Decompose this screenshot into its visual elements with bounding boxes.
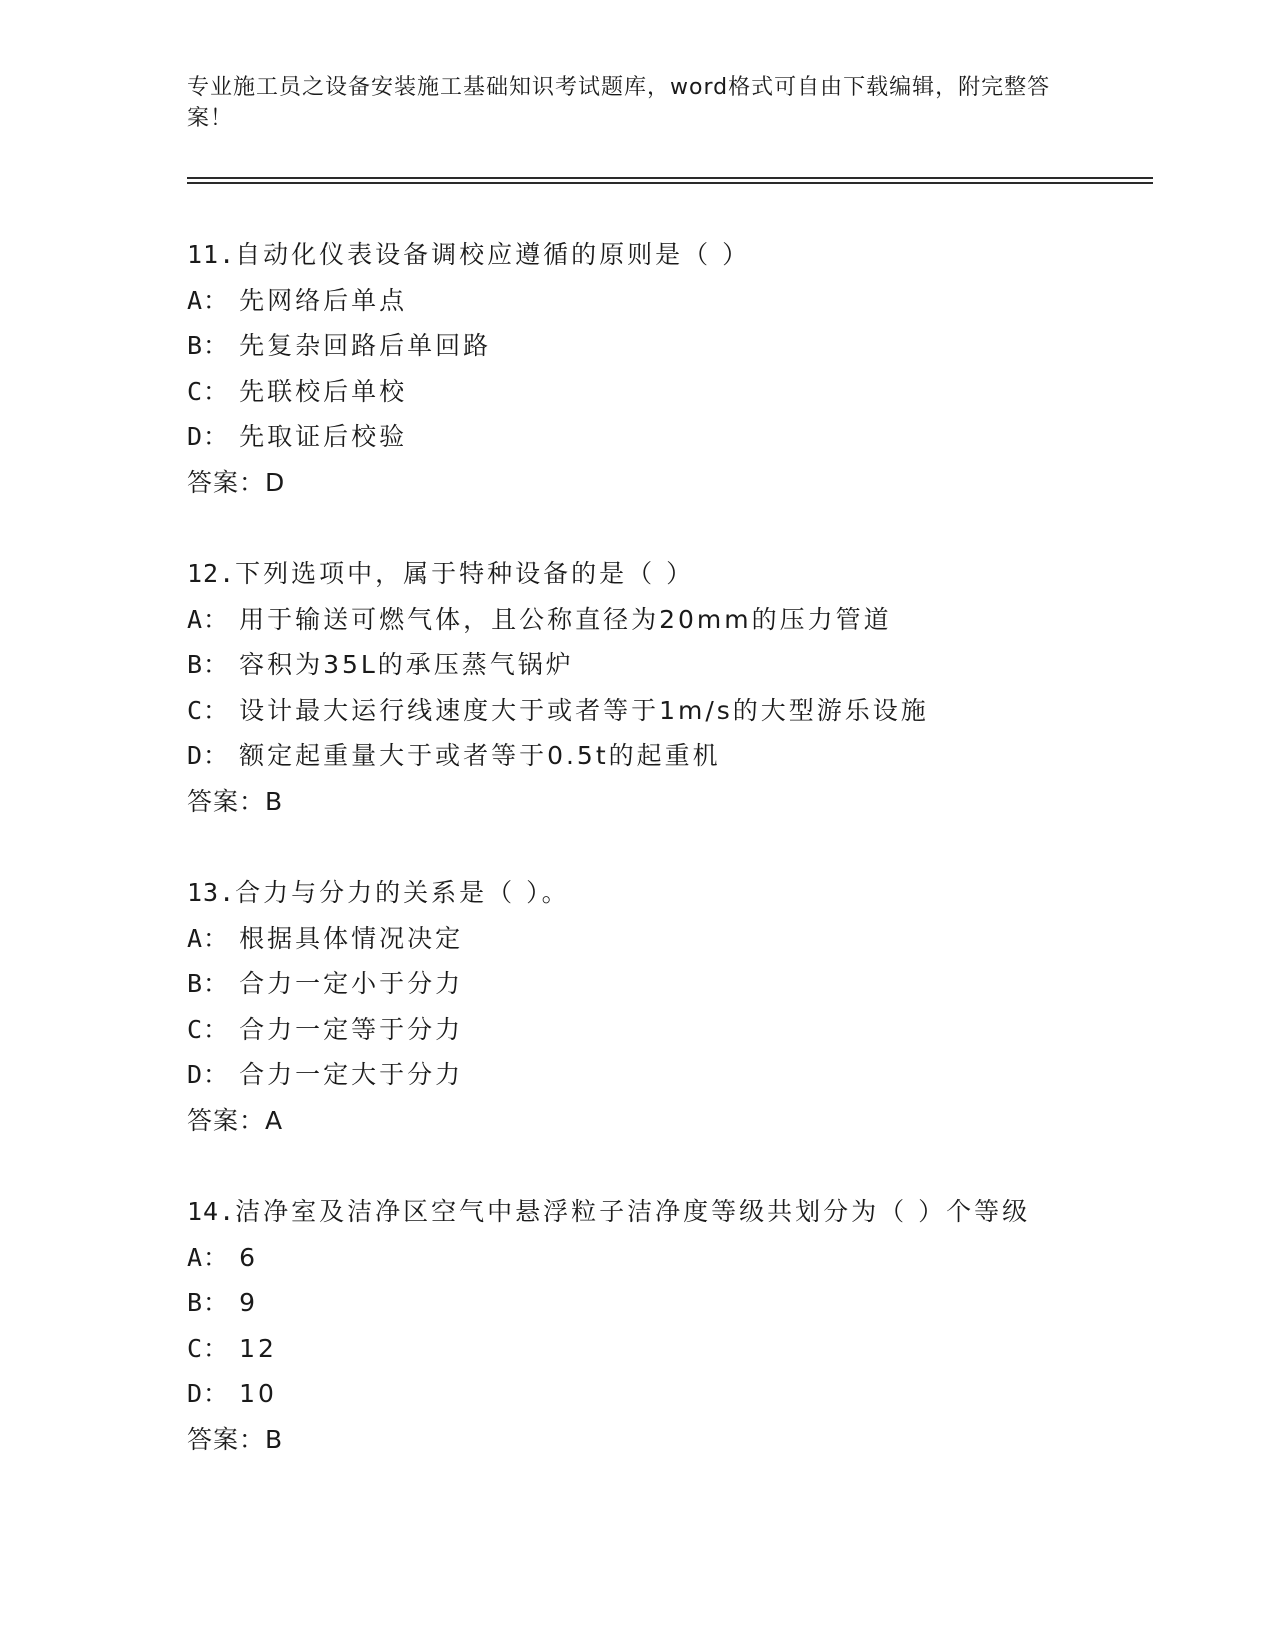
option-text: 额定起重量大于或者等于0.5t的起重机	[239, 741, 721, 770]
option-key: C：	[187, 1014, 230, 1044]
option-key: A：	[187, 923, 230, 953]
option-c	[187, 369, 1147, 415]
option-d	[187, 733, 1147, 779]
question-number: 13.	[187, 878, 236, 907]
question-text: 合力与分力的关系是（ ）。	[235, 878, 570, 907]
header-divider-top	[187, 177, 1153, 179]
option-text: 先联校后单校	[239, 376, 408, 406]
question-stem	[187, 232, 1147, 278]
question-11	[187, 232, 1147, 505]
option-key: B：	[187, 1288, 230, 1317]
question-text: 洁净室及洁净区空气中悬浮粒子洁净度等级共划分为（ ）个等级	[235, 1197, 1031, 1226]
option-key: D：	[187, 1379, 230, 1408]
option-key: C：	[187, 376, 230, 406]
option-text: 容积为35L的承压蒸气锅炉	[239, 650, 574, 679]
option-text: 先取证后校验	[239, 422, 408, 451]
option-b	[187, 323, 1147, 369]
option-key: C：	[187, 695, 230, 725]
option-b	[187, 961, 1147, 1007]
option-text: 合力一定等于分力	[239, 1014, 464, 1044]
option-a	[187, 916, 1147, 962]
option-key: B：	[187, 650, 230, 679]
option-text: 先网络后单点	[239, 285, 408, 315]
option-a	[187, 278, 1147, 324]
question-stem	[187, 870, 1147, 916]
option-text: 9	[239, 1288, 258, 1317]
question-stem	[187, 1189, 1147, 1235]
option-b	[187, 1280, 1147, 1326]
option-d	[187, 1371, 1147, 1417]
answer-line: 答案：D	[187, 467, 286, 497]
option-text: 6	[239, 1242, 258, 1272]
option-key: C：	[187, 1333, 230, 1363]
option-key: A：	[187, 285, 230, 315]
option-d	[187, 414, 1147, 460]
header-divider-bottom	[187, 182, 1153, 184]
option-c	[187, 1007, 1147, 1053]
option-text: 设计最大运行线速度大于或者等于1m/s的大型游乐设施	[239, 695, 929, 725]
question-12	[187, 551, 1147, 824]
option-text: 合力一定小于分力	[239, 969, 464, 998]
option-a	[187, 1235, 1147, 1281]
option-key: D：	[187, 422, 230, 451]
option-text: 用于输送可燃气体，且公称直径为20mm的压力管道	[239, 604, 892, 634]
question-stem	[187, 551, 1147, 597]
question-text: 自动化仪表设备调校应遵循的原则是（ ）	[235, 240, 751, 269]
option-text: 10	[239, 1379, 277, 1408]
option-a	[187, 597, 1147, 643]
option-text: 合力一定大于分力	[239, 1060, 464, 1089]
question-text: 下列选项中，属于特种设备的是（ ）	[235, 559, 695, 588]
answer-line: 答案：A	[187, 1105, 284, 1135]
question-number: 12.	[187, 559, 236, 588]
option-key: A：	[187, 1242, 230, 1272]
question-number: 14.	[187, 1197, 236, 1226]
question-14	[187, 1189, 1147, 1462]
option-key: D：	[187, 1060, 230, 1089]
option-key: B：	[187, 331, 230, 360]
option-key: B：	[187, 969, 230, 998]
question-number: 11.	[187, 240, 236, 269]
answer-line: 答案：B	[187, 786, 284, 816]
answer-line: 答案：B	[187, 1424, 284, 1454]
option-text: 12	[239, 1333, 277, 1363]
option-text: 先复杂回路后单回路	[239, 331, 492, 360]
option-b	[187, 642, 1147, 688]
question-13	[187, 870, 1147, 1143]
option-c	[187, 1326, 1147, 1372]
option-text: 根据具体情况决定	[239, 923, 464, 953]
option-key: A：	[187, 604, 230, 634]
option-d	[187, 1052, 1147, 1098]
document-header: 专业施工员之设备安装施工基础知识考试题库，word格式可自由下载编辑，附完整答案！	[187, 75, 1051, 131]
option-c	[187, 688, 1147, 734]
option-key: D：	[187, 741, 230, 770]
